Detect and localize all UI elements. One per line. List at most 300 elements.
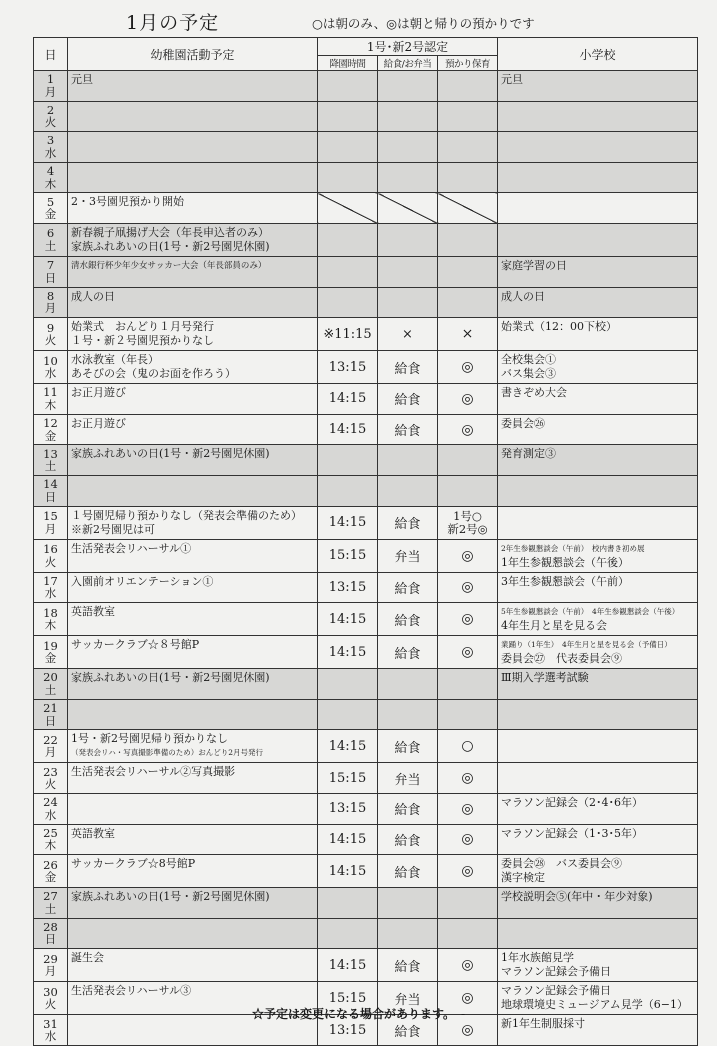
- weekday: 月: [44, 301, 57, 316]
- weekday: 火: [44, 115, 57, 130]
- activity-cell: [68, 223, 318, 256]
- school-cell: [498, 414, 698, 445]
- activity-text: １号・新２号園児預かりなし: [71, 334, 214, 348]
- header-activities: 幼稚園活動予定: [68, 38, 318, 71]
- school-text: 5年生参観懇談会（午前） 4年生参観懇談会（午後）: [501, 607, 680, 617]
- pickup-time-cell: [318, 223, 378, 256]
- table-row: [34, 888, 698, 919]
- meal-cell: [378, 475, 438, 506]
- pickup-time-cell: 14:15: [318, 384, 378, 415]
- day-number: 2: [46, 102, 55, 117]
- table-row: [34, 351, 698, 384]
- weekday: 日: [44, 932, 57, 947]
- weekday: 日: [44, 489, 57, 504]
- activity-cell: [68, 699, 318, 730]
- pickup-time-cell: 13:15: [318, 1015, 378, 1046]
- activity-text: 英語教室: [71, 605, 115, 619]
- school-cell: [498, 603, 698, 636]
- date-cell: [34, 888, 68, 919]
- activity-text: 家族ふれあいの日(1号・新2号園児休園): [71, 890, 270, 904]
- table-row: [34, 763, 698, 794]
- activity-text: （発表会リハ・写真撮影準備のため）おんどり2月号発行: [71, 748, 264, 758]
- date-cell: [34, 793, 68, 824]
- care-cell: ◎: [438, 539, 498, 572]
- date-cell: [34, 539, 68, 572]
- care-line: 1号○: [453, 508, 482, 523]
- date-cell: [34, 318, 68, 351]
- activity-cell: [68, 888, 318, 919]
- weekday: 水: [44, 145, 57, 160]
- care-cell: [438, 475, 498, 506]
- activity-text: 1号・新2号園児帰り預かりなし: [71, 732, 228, 746]
- activity-text: 成人の日: [71, 289, 115, 303]
- weekday: 火: [44, 997, 57, 1012]
- header-care: 預かり保育: [438, 56, 498, 71]
- activity-text: サッカークラブ☆8号館P: [71, 857, 196, 871]
- day-number: 27: [43, 889, 58, 904]
- pickup-time-cell: ※11:15: [318, 318, 378, 351]
- pickup-time-cell: [318, 132, 378, 163]
- table-row: [34, 162, 698, 193]
- activity-text: お正月遊び: [71, 386, 126, 400]
- day-number: 29: [43, 951, 58, 966]
- meal-cell: 給食: [378, 384, 438, 415]
- school-cell: [498, 506, 698, 539]
- pickup-time-cell: [318, 101, 378, 132]
- school-cell: [498, 572, 698, 603]
- pickup-time-cell: 14:15: [318, 414, 378, 445]
- activity-cell: [68, 71, 318, 102]
- legend-text: ○は朝のみ、◎は朝と帰りの預かりです: [312, 16, 535, 31]
- date-cell: [34, 699, 68, 730]
- pickup-time-cell: 15:15: [318, 539, 378, 572]
- date-cell: [34, 287, 68, 318]
- school-cell: [498, 384, 698, 415]
- pickup-time-cell: [318, 888, 378, 919]
- date-cell: [34, 256, 68, 287]
- schedule-table: [33, 37, 698, 1046]
- meal-cell: 給食: [378, 603, 438, 636]
- pickup-time-cell: [318, 918, 378, 949]
- school-text: 発育測定③: [501, 447, 557, 461]
- weekday: 木: [44, 618, 57, 633]
- table-row: [34, 603, 698, 636]
- care-cell: [438, 506, 498, 539]
- school-cell: [498, 918, 698, 949]
- school-cell: [498, 855, 698, 888]
- table-row: [34, 445, 698, 476]
- meal-cell: [378, 162, 438, 193]
- pickup-time-cell: [318, 445, 378, 476]
- day-number: 8: [46, 288, 55, 303]
- date-cell: [34, 730, 68, 763]
- meal-cell: [378, 287, 438, 318]
- activity-cell: [68, 949, 318, 982]
- care-cell: [438, 193, 498, 224]
- weekday: 火: [44, 333, 57, 348]
- school-cell: [498, 193, 698, 224]
- meal-cell: [378, 101, 438, 132]
- pickup-time-cell: [318, 669, 378, 700]
- weekday: 日: [44, 713, 57, 728]
- school-text: 成人の日: [501, 289, 546, 303]
- day-number: 5: [46, 194, 55, 209]
- date-cell: [34, 71, 68, 102]
- footer-text: ☆予定は変更になる場合があります。: [251, 1007, 455, 1021]
- day-number: 1: [46, 72, 55, 87]
- weekday: 月: [44, 745, 57, 760]
- school-text: マラソン記録会予備日: [501, 965, 612, 979]
- date-cell: [34, 414, 68, 445]
- school-text: 書きぞめ大会: [501, 386, 568, 400]
- date-cell: [34, 636, 68, 669]
- meal-cell: [378, 918, 438, 949]
- care-cell: [438, 256, 498, 287]
- meal-cell: ×: [378, 318, 438, 351]
- table-row: [34, 132, 698, 163]
- activity-cell: [68, 193, 318, 224]
- activity-text: 家族ふれあいの日(1号・新2号園児休園): [71, 447, 270, 461]
- school-text: 3年生参観懇談会（午前）: [501, 574, 630, 588]
- date-cell: [34, 101, 68, 132]
- activity-text: 生活発表会リハーサル①: [71, 541, 192, 555]
- table-row: [34, 949, 698, 982]
- weekday: 木: [44, 397, 57, 412]
- meal-cell: [378, 223, 438, 256]
- activity-cell: [68, 414, 318, 445]
- school-cell: [498, 539, 698, 572]
- weekday: 月: [44, 521, 57, 536]
- activity-text: 生活発表会リハーサル③: [71, 984, 192, 998]
- table-row: [34, 414, 698, 445]
- care-cell: [438, 699, 498, 730]
- school-text: Ⅲ期入学選考試験: [501, 671, 589, 685]
- school-text: マラソン記録会（1･3･5年）: [501, 826, 644, 840]
- pickup-time-cell: [318, 193, 378, 224]
- care-cell: ◎: [438, 855, 498, 888]
- activity-cell: [68, 384, 318, 415]
- date-cell: [34, 855, 68, 888]
- activity-cell: [68, 763, 318, 794]
- weekday: 土: [44, 459, 57, 474]
- activity-text: 2・3号園児預かり開始: [71, 195, 184, 209]
- activity-cell: [68, 793, 318, 824]
- weekday: 金: [44, 428, 57, 443]
- day-number: 26: [43, 857, 58, 872]
- table-row: [34, 193, 698, 224]
- weekday: 金: [44, 207, 57, 222]
- weekday: 水: [44, 807, 57, 822]
- pickup-time-cell: 14:15: [318, 506, 378, 539]
- school-cell: [498, 699, 698, 730]
- table-row: [34, 699, 698, 730]
- header-day: 日: [34, 38, 68, 71]
- activity-cell: [68, 918, 318, 949]
- table-row: [34, 824, 698, 855]
- meal-cell: [378, 71, 438, 102]
- school-cell: [498, 636, 698, 669]
- day-number: 30: [43, 984, 58, 999]
- pickup-time-cell: 15:15: [318, 763, 378, 794]
- school-text: 始業式（12：00下校）: [501, 320, 618, 334]
- school-cell: [498, 223, 698, 256]
- weekday: 木: [44, 838, 57, 853]
- activity-cell: [68, 101, 318, 132]
- school-text: 新1年生制服採寸: [501, 1017, 586, 1031]
- table-row: [34, 669, 698, 700]
- day-number: 6: [46, 226, 55, 241]
- day-number: 24: [43, 795, 58, 810]
- day-number: 11: [43, 385, 58, 400]
- table-row: [34, 506, 698, 539]
- school-text: 1年生参観懇談会（午後）: [501, 555, 630, 569]
- care-cell: ◎: [438, 636, 498, 669]
- pickup-time-cell: 14:15: [318, 855, 378, 888]
- activity-cell: [68, 162, 318, 193]
- activity-text: 誕生会: [71, 951, 104, 965]
- school-text: 1年水族館見学: [501, 951, 575, 965]
- pickup-time-cell: 14:15: [318, 949, 378, 982]
- school-cell: [498, 132, 698, 163]
- school-cell: [498, 256, 698, 287]
- table-row: [34, 730, 698, 763]
- school-text: マラソン記録会予備日: [501, 984, 612, 998]
- table-row: [34, 318, 698, 351]
- activity-text: 清水銀行杯少年少女サッカー大会（年長部員のみ）: [71, 260, 267, 271]
- school-text: 委員会㉖: [501, 416, 546, 430]
- meal-cell: 給食: [378, 351, 438, 384]
- weekday: 水: [44, 366, 57, 381]
- meal-cell: 弁当: [378, 982, 438, 1015]
- header-row: [34, 38, 698, 56]
- pickup-time-cell: 13:15: [318, 793, 378, 824]
- date-cell: [34, 506, 68, 539]
- care-cell: [438, 162, 498, 193]
- pickup-time-cell: [318, 475, 378, 506]
- care-cell: [438, 71, 498, 102]
- school-text: 4年生月と星を見る会: [501, 619, 608, 633]
- meal-cell: [378, 193, 438, 224]
- weekday: 月: [44, 964, 57, 979]
- table-row: [34, 572, 698, 603]
- school-text: 全校集会①: [501, 353, 557, 367]
- weekday: 土: [44, 682, 57, 697]
- date-cell: [34, 384, 68, 415]
- care-cell: [438, 888, 498, 919]
- meal-cell: 給食: [378, 506, 438, 539]
- school-text: 2年生参観懇談会（午前） 校内書き初め展: [501, 543, 645, 553]
- meal-cell: [378, 445, 438, 476]
- activity-cell: [68, 445, 318, 476]
- day-number: 15: [43, 509, 58, 524]
- care-cell: ×: [438, 318, 498, 351]
- activity-text: 始業式 おんどり１月号発行: [71, 320, 214, 334]
- activity-text: 生活発表会リハーサル②写真撮影: [71, 765, 236, 779]
- weekday: 金: [44, 651, 57, 666]
- activity-cell: [68, 855, 318, 888]
- care-cell: [438, 918, 498, 949]
- school-cell: [498, 475, 698, 506]
- day-number: 7: [46, 258, 55, 273]
- school-cell: [498, 763, 698, 794]
- date-cell: [34, 132, 68, 163]
- school-cell: [498, 351, 698, 384]
- activity-cell: [68, 636, 318, 669]
- meal-cell: 給食: [378, 636, 438, 669]
- activity-cell: [68, 318, 318, 351]
- table-row: [34, 636, 698, 669]
- care-cell: [438, 101, 498, 132]
- date-cell: [34, 351, 68, 384]
- pickup-time-cell: 14:15: [318, 636, 378, 669]
- meal-cell: [378, 888, 438, 919]
- activity-cell: [68, 132, 318, 163]
- care-cell: ◎: [438, 414, 498, 445]
- care-cell: [438, 287, 498, 318]
- school-cell: [498, 888, 698, 919]
- date-cell: [34, 572, 68, 603]
- activity-text: サッカークラブ☆８号館P: [71, 638, 200, 652]
- date-cell: [34, 193, 68, 224]
- activity-cell: [68, 572, 318, 603]
- day-number: 14: [43, 477, 58, 492]
- pickup-time-cell: [318, 71, 378, 102]
- meal-cell: [378, 256, 438, 287]
- school-text: 学校説明会⑤(年中・年少対象): [501, 890, 653, 904]
- table-row: [34, 287, 698, 318]
- day-number: 19: [43, 638, 58, 653]
- table-row: [34, 384, 698, 415]
- activity-cell: [68, 351, 318, 384]
- footer-note: [0, 1005, 717, 1022]
- weekday: 火: [44, 777, 57, 792]
- care-cell: ◎: [438, 1015, 498, 1046]
- pickup-time-cell: [318, 287, 378, 318]
- school-text: 元旦: [501, 73, 524, 86]
- activity-text: 入園前オリエンテーション①: [71, 574, 214, 588]
- meal-cell: [378, 132, 438, 163]
- day-number: 23: [43, 764, 58, 779]
- school-text: バス集会③: [501, 367, 557, 381]
- day-number: 20: [43, 670, 58, 685]
- day-number: 12: [43, 416, 58, 431]
- weekday: 土: [44, 238, 57, 253]
- header-meal: 給食/お弁当: [378, 56, 438, 71]
- school-cell: [498, 949, 698, 982]
- meal-cell: 給食: [378, 730, 438, 763]
- care-cell: ◎: [438, 763, 498, 794]
- activity-text: １号園児帰り預かりなし（発表会準備のため）: [71, 508, 302, 522]
- meal-cell: 弁当: [378, 539, 438, 572]
- pickup-time-cell: [318, 162, 378, 193]
- date-cell: [34, 223, 68, 256]
- table-row: [34, 475, 698, 506]
- care-cell: ◎: [438, 982, 498, 1015]
- activity-text: 新春親子凧揚げ大会（年長申込者のみ）: [71, 225, 269, 239]
- activity-cell: [68, 256, 318, 287]
- pickup-time-cell: [318, 256, 378, 287]
- meal-cell: 弁当: [378, 763, 438, 794]
- meal-cell: 給食: [378, 414, 438, 445]
- activity-cell: [68, 539, 318, 572]
- day-number: 21: [43, 701, 58, 716]
- school-cell: [498, 824, 698, 855]
- date-cell: [34, 603, 68, 636]
- school-cell: [498, 318, 698, 351]
- care-cell: [438, 132, 498, 163]
- school-text: マラソン記録会（2･4･6年）: [501, 795, 644, 809]
- care-cell: ◎: [438, 824, 498, 855]
- date-cell: [34, 918, 68, 949]
- activity-text: ※新2号園児は可: [71, 522, 155, 536]
- care-cell: [438, 223, 498, 256]
- meal-cell: 給食: [378, 793, 438, 824]
- pickup-time-cell: 13:15: [318, 351, 378, 384]
- header-pickup-time: 降園時間: [318, 56, 378, 71]
- school-cell: [498, 669, 698, 700]
- activity-text: お正月遊び: [71, 416, 126, 430]
- meal-cell: 給食: [378, 572, 438, 603]
- table-row: [34, 793, 698, 824]
- day-number: 25: [43, 825, 58, 840]
- school-cell: [498, 730, 698, 763]
- activity-cell: [68, 669, 318, 700]
- activity-text: あそびの会（鬼のお面を作ろう）: [71, 367, 236, 381]
- table-row: [34, 256, 698, 287]
- care-cell: ◎: [438, 572, 498, 603]
- meal-cell: 給食: [378, 949, 438, 982]
- activity-text: 水泳教室（年長）: [71, 353, 159, 367]
- table-row: [34, 223, 698, 256]
- day-number: 16: [43, 542, 58, 557]
- school-text: 地球環境史ミュージアム見学（6−1）: [501, 998, 689, 1012]
- activity-cell: [68, 506, 318, 539]
- date-cell: [34, 763, 68, 794]
- school-text: 家庭学習の日: [501, 258, 568, 272]
- activity-text: 元旦: [71, 73, 93, 86]
- meal-cell: [378, 699, 438, 730]
- meal-cell: 給食: [378, 1015, 438, 1046]
- table-row: [34, 539, 698, 572]
- pickup-time-cell: 15:15: [318, 982, 378, 1015]
- activity-cell: [68, 287, 318, 318]
- day-number: 18: [43, 605, 58, 620]
- header-group: 1号･新2号認定: [318, 38, 498, 56]
- school-text: 委員会㉗ 代表委員会⑨: [501, 652, 623, 666]
- school-cell: [498, 445, 698, 476]
- activity-text: 英語教室: [71, 826, 115, 840]
- date-cell: [34, 824, 68, 855]
- header-school: 小学校: [498, 38, 698, 71]
- day-number: 10: [43, 353, 58, 368]
- day-number: 9: [46, 320, 55, 335]
- day-number: 17: [43, 573, 58, 588]
- schedule-body: [34, 71, 698, 1046]
- pickup-time-cell: [318, 699, 378, 730]
- day-number: 3: [46, 133, 55, 148]
- care-cell: ◎: [438, 603, 498, 636]
- day-number: 4: [46, 164, 55, 179]
- page-title: 1月の予定: [126, 12, 220, 34]
- weekday: 火: [44, 554, 57, 569]
- pickup-time-cell: 13:15: [318, 572, 378, 603]
- date-cell: [34, 162, 68, 193]
- weekday: 水: [44, 586, 57, 601]
- school-cell: [498, 162, 698, 193]
- weekday: 月: [44, 84, 57, 99]
- activity-cell: [68, 603, 318, 636]
- meal-cell: 給食: [378, 855, 438, 888]
